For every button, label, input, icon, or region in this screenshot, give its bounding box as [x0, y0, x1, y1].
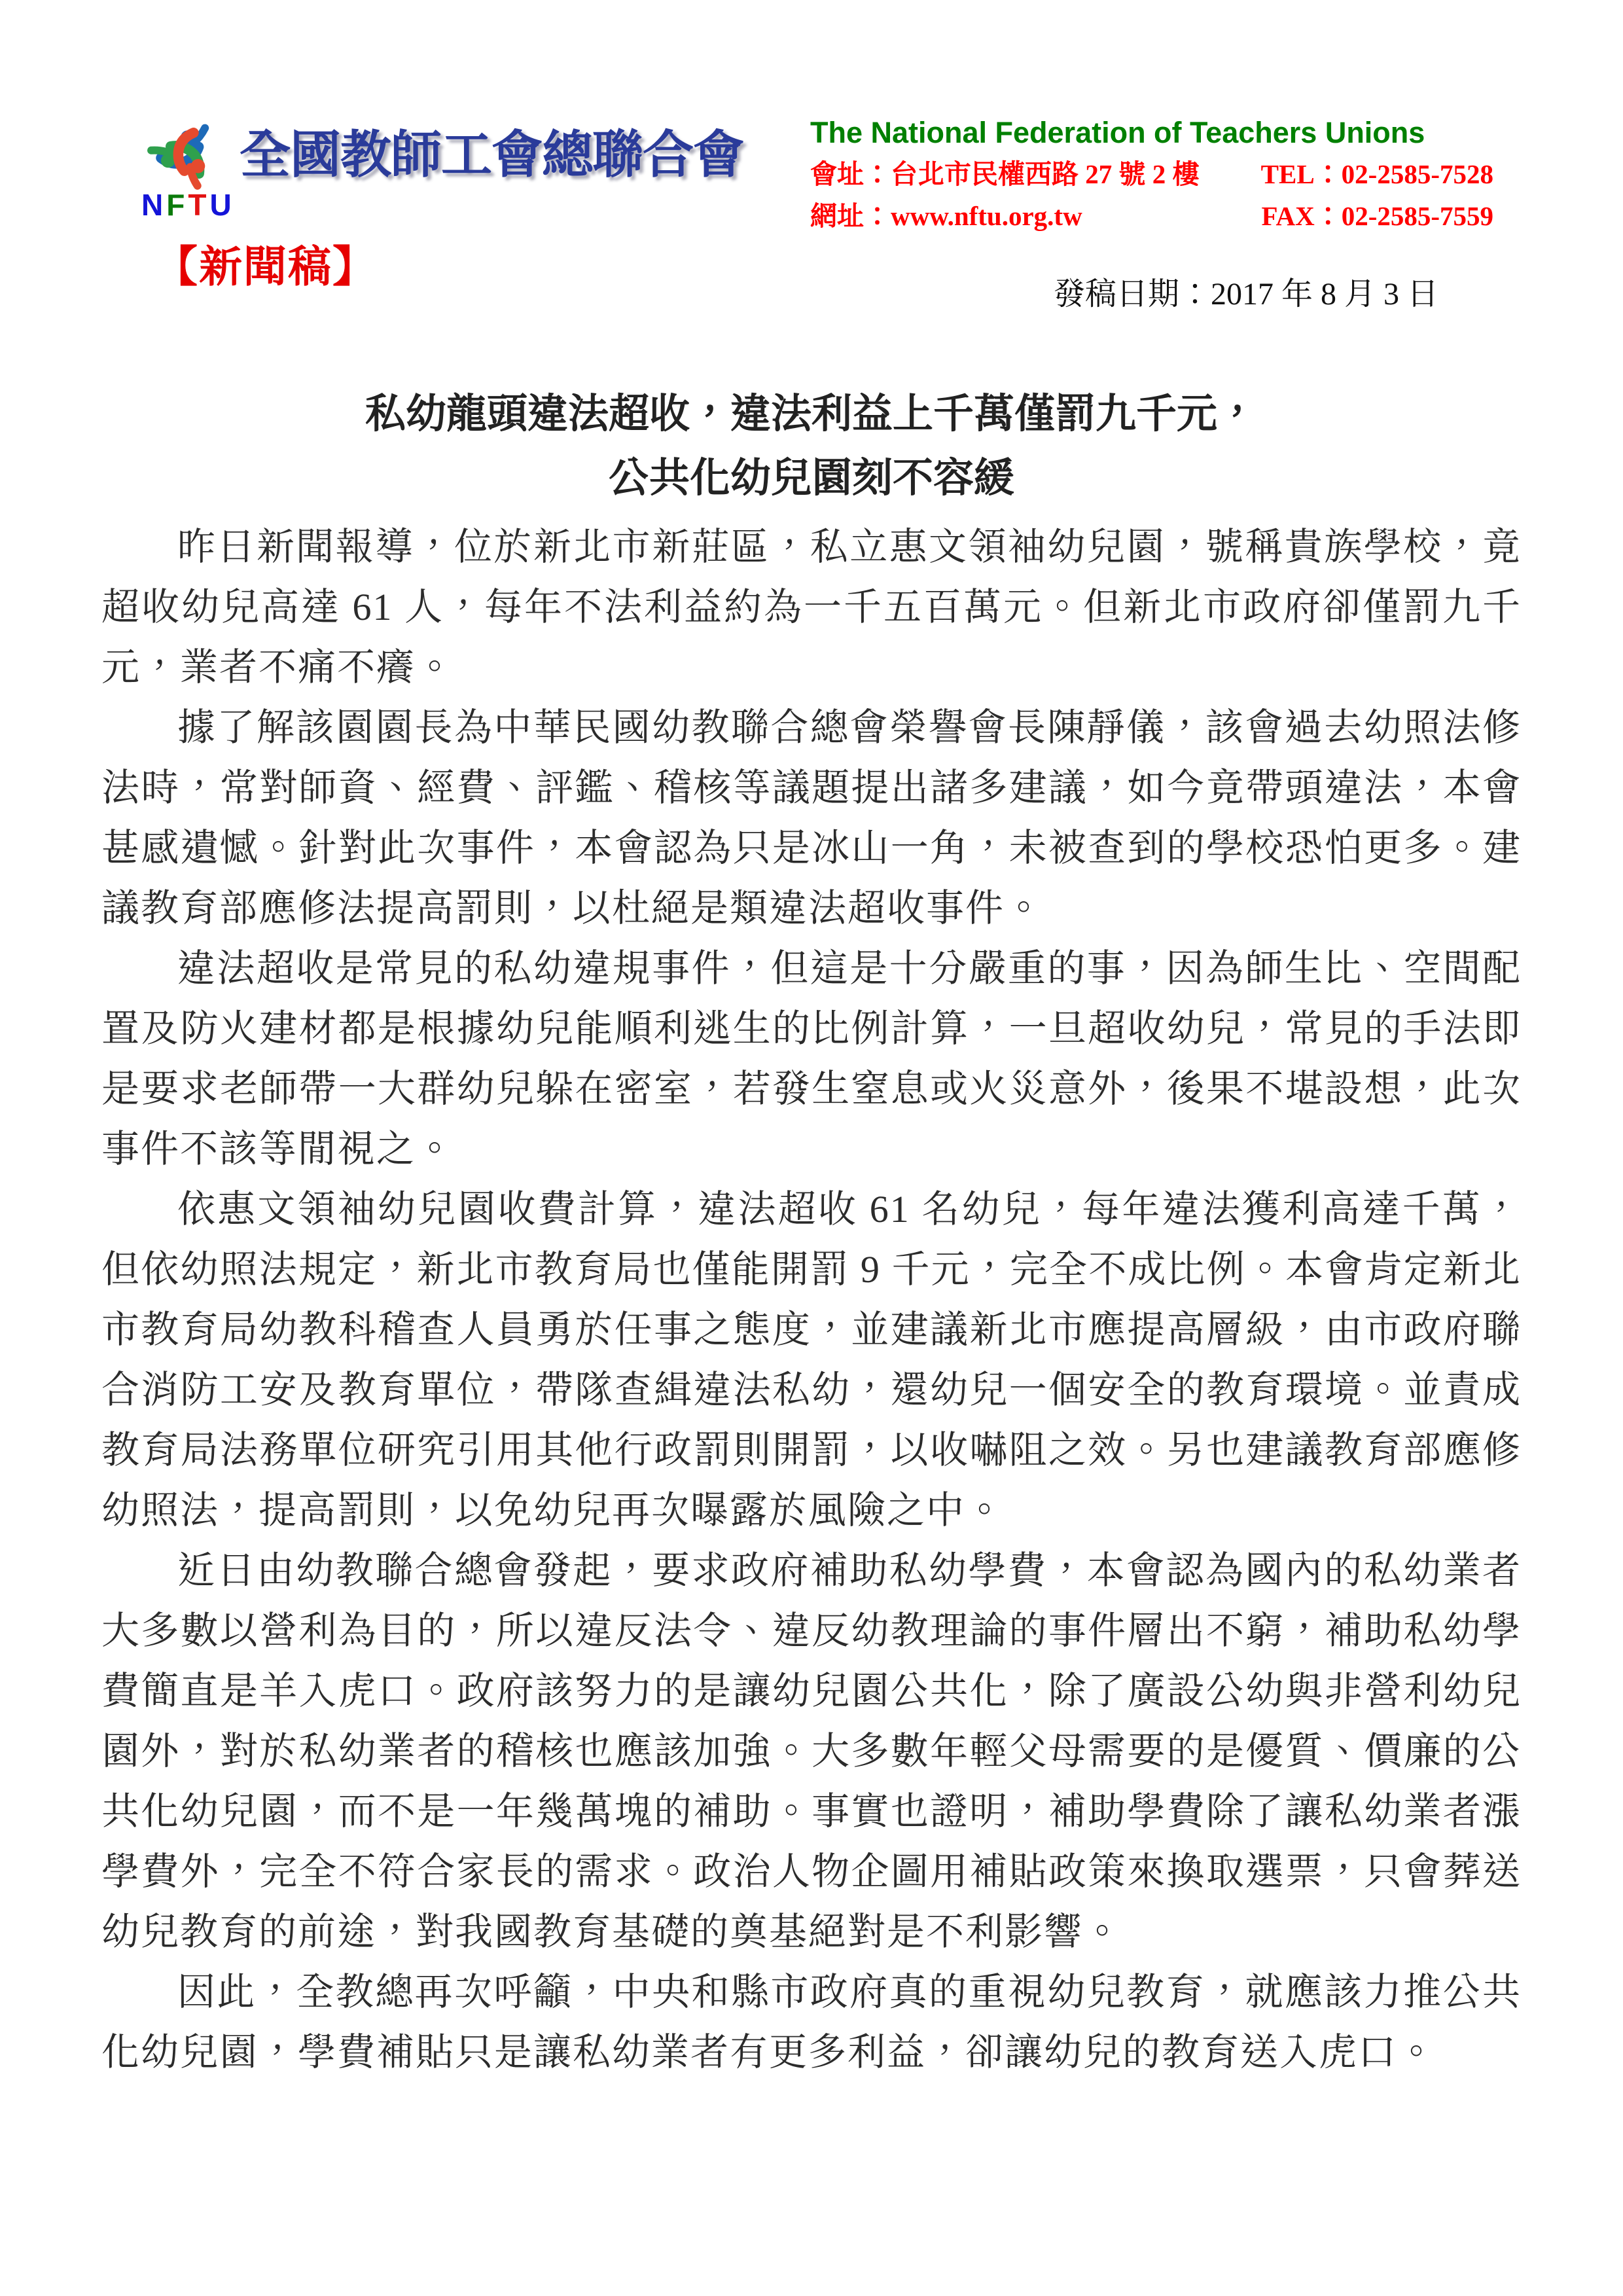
contact-row-2 [810, 202, 1493, 231]
contact-row-1 [810, 160, 1493, 189]
org-name-english: The National Federation of Teachers Unions [810, 116, 1425, 149]
nftu-letter: T [188, 188, 210, 222]
nftu-letter: U [209, 188, 235, 222]
letterhead-contact-block [810, 118, 1493, 231]
org-address: 會址：台北市民權西路 27 號 2 樓 [810, 159, 1200, 189]
press-release-tag: 【新聞稿】 [154, 243, 377, 291]
title-line-2: 公共化幼兒園刻不容緩 [608, 456, 1014, 501]
org-fax: FAX：02-2585-7559 [1261, 201, 1493, 232]
title-line-1: 私幼龍頭違法超收，違法利益上千萬僅罰九千元， [365, 392, 1258, 437]
release-date: 發稿日期：2017 年 8 月 3 日 [1054, 277, 1439, 312]
paragraph-1: 昨日新聞報導，位於新北市新莊區，私立惠文領袖幼兒園，號稱貴族學校，竟超收幼兒高達 61 人，每年不法利益約為一千五百萬元。但新北市政府卻僅罰九千元，業者不痛不癢。 [101, 526, 1522, 689]
document-title [101, 382, 1522, 511]
paragraph-3: 違法超收是常見的私幼違規事件，但這是十分嚴重的事，因為師生比、空間配置及防火建材都是根據幼兒能順利逃生的比例計算，一旦超收幼兒，常見的手法即是要求老師帶一大群幼兒躲在密室，若發生窒息或火災意外，後果不堪設想，此次事件不該等閒視之。 [101, 947, 1522, 1170]
nftu-letter: F [166, 188, 188, 222]
paragraph-5: 近日由幼教聯合總會發起，要求政府補助私幼學費，本會認為國內的私幼業者大多數以營利為目的，所以違反法令、違反幼教理論的事件層出不窮，補助私幼學費簡直是羊入虎口。政府該努力的是讓幼兒園公共化，除了廣設公幼與非營利幼兒園外，對於私幼業者的稽核也應該加強。大多數年輕父母需要的是優質、價廉的公共化幼兒園，而不是一年幾萬塊的補助。事實也證明，補助學費除了讓私幼業者漲學費外，完全不符合家長的需求。政治人物企圖用補貼政策來換取選票，只會葬送幼兒教育的前途，對我國教育基礎的奠基絕對是不利影響。 [101, 1549, 1522, 1953]
org-name-chinese: 全國教師工會總聯合會 [240, 126, 744, 183]
body-text [101, 517, 1522, 2083]
paragraph-2: 據了解該園園長為中華民國幼教聯合總會榮譽會長陳靜儀，該會過去幼照法修法時，常對師資、經費、評鑑、稽核等議題提出諸多建議，如今竟帶頭違法，本會甚感遺憾。針對此次事件，本會認為只是冰山一角，未被查到的學校恐怕更多。建議教育部應修法提高罰則，以杜絕是類違法超收事件。 [101, 706, 1522, 929]
nftu-acronym [141, 190, 235, 220]
paragraph-4: 依惠文領袖幼兒園收費計算，違法超收 61 名幼兒，每年違法獲利高達千萬，但依幼照法規定，新北市教育局也僅能開罰 9 千元，完全不成比例。本會肯定新北市教育局幼教科稽查人員勇於任事之態度，並建議新北市應提高層級，由市政府聯合消防工安及教育單位，帶隊查緝違法私幼，還幼兒一個安全的教育環境。並責成教育局法務單位研究引用其他行政罰則開罰，以收嚇阻之效。另也建議教育部應修幼照法，提高罰則，以免幼兒再次曝露於風險之中。 [101, 1188, 1522, 1532]
org-website: 網址：www.nftu.org.tw [810, 201, 1082, 232]
org-tel: TEL：02-2585-7528 [1260, 159, 1493, 189]
nftu-letter: N [141, 188, 167, 222]
nftu-logo-icon [145, 114, 224, 192]
paragraph-6: 因此，全教總再次呼籲，中央和縣市政府真的重視幼兒教育，就應該力推公共化幼兒園，學費補貼只是讓私幼業者有更多利益，卻讓幼兒的教育送入虎口。 [101, 1971, 1522, 2073]
